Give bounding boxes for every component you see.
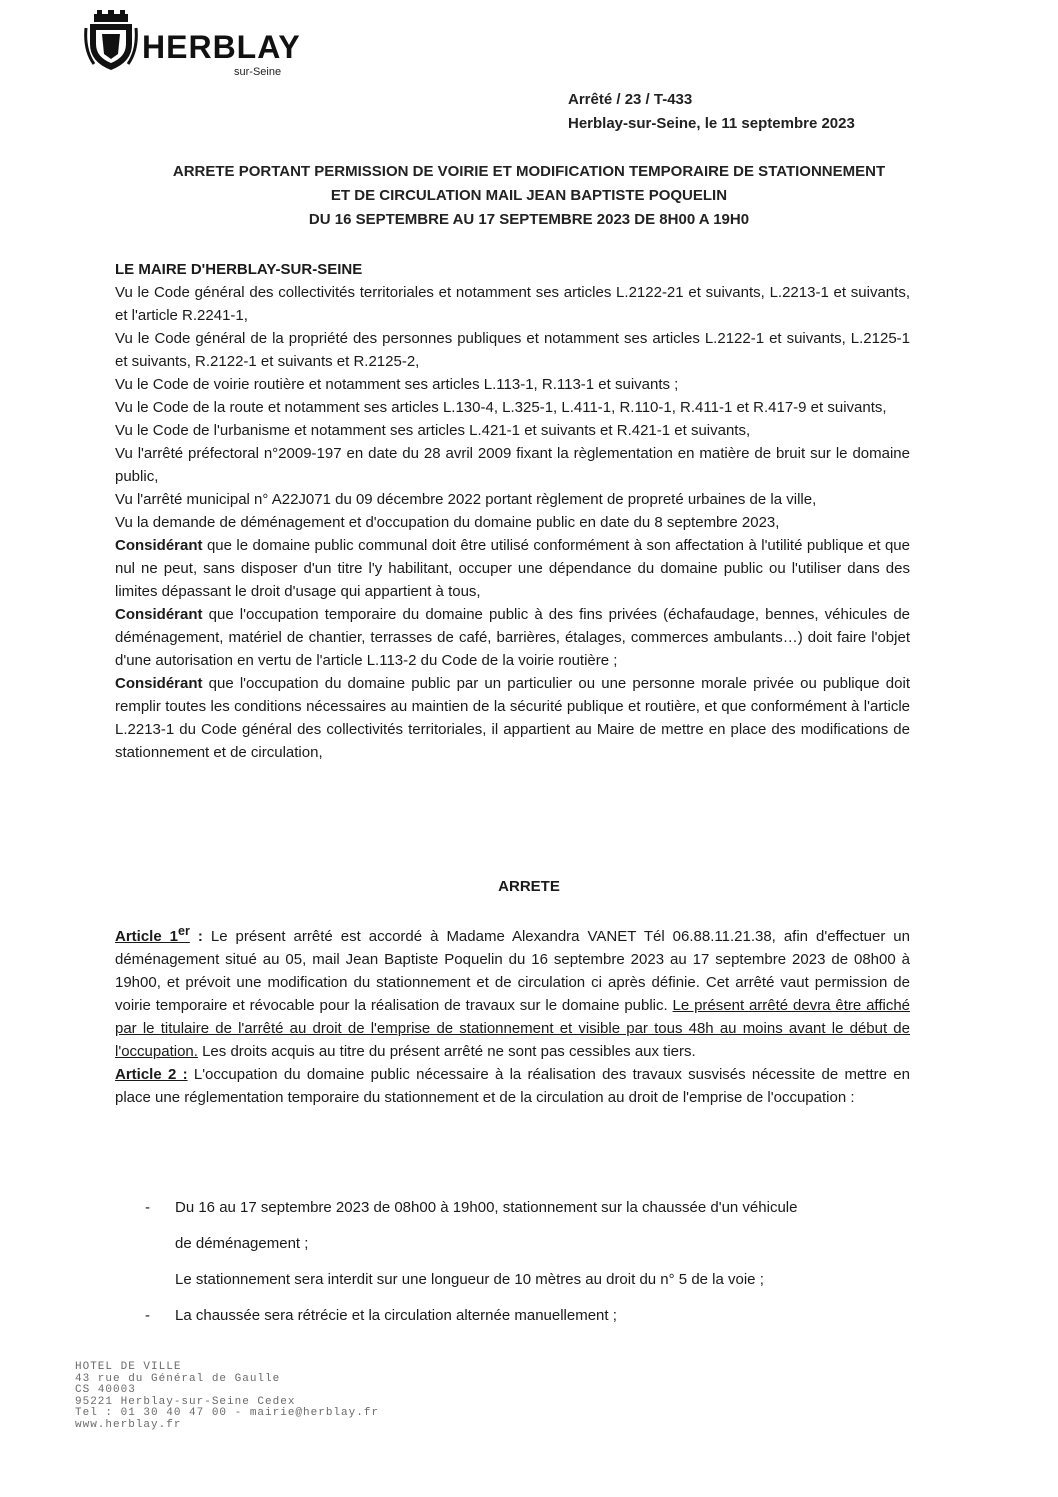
- vu-paragraph-8: Vu la demande de déménagement et d'occupation du domaine public en date du 8 septembre 2023,: [115, 514, 780, 531]
- considerant-keyword: Considérant: [115, 675, 203, 692]
- preamble-heading: LE MAIRE D'HERBLAY-SUR-SEINE: [115, 261, 363, 278]
- considerant-keyword: Considérant: [115, 606, 203, 623]
- considerant-paragraph-1: Considérant que le domaine public communal doit être utilisé conformément à son affectation à l'utilité publique et que nul ne peut, sans disposer d'un titre l'y habilitant, occuper une dépendance du domaine public ou l'utiliser dans des limites dépassant le droit d'usage qui appartient à tous,: [115, 537, 910, 600]
- title-line-1: ARRETE PORTANT PERMISSION DE VOIRIE ET MODIFICATION TEMPORAIRE DE STATIONNEMENT: [172, 163, 886, 180]
- dash-bullet-icon: -: [145, 1307, 150, 1324]
- city-crest-icon: [84, 10, 138, 72]
- footer-line: Tel : 01 30 40 47 00 - mairie@herblay.fr: [75, 1407, 380, 1419]
- list-item: - La chaussée sera rétrécie et la circulation alternée manuellement ;: [145, 1298, 915, 1334]
- arrete-heading: ARRETE: [498, 878, 560, 895]
- articles: [115, 920, 910, 1109]
- article-1: Article 1er : Le présent arrêté est accordé à Madame Alexandra VANET Tél 06.88.11.21.38, afin d'effectuer un déménagement situé au 05, mail Jean Baptiste Poquelin du 16 septembre 2023 au 17 septembre 2023 de 08h00 à 19h00, et prévoit une modification du stationnement et de circulation ci après définie. Cet arrêté vaut permission de voirie temporaire et révocable pour la réalisation de travaux sur le domaine public. Le présent arrêté devra être affiché par le titulaire de l'arrêté au droit de l'emprise de stationnement et visible par tous 48h au moins avant le début de l'occupation. Les droits acquis au titre du présent arrêté ne sont pas cessibles aux tiers.: [115, 924, 911, 1060]
- article-2: Article 2 : L'occupation du domaine public nécessaire à la réalisation des travaux susvisés nécessite de mettre en place une réglementation temporaire du stationnement et de la circulation au droit de l'emprise de l'occupation :: [115, 1066, 910, 1106]
- vu-paragraph-5: Vu le Code de l'urbanisme et notamment ses articles L.421-1 et suivants et R.421-1 et suivants,: [115, 422, 751, 439]
- footer-line: 43 rue du Général de Gaulle: [75, 1372, 281, 1385]
- footer-address: [75, 1362, 379, 1431]
- vu-paragraph-7: Vu l'arrêté municipal n° A22J071 du 09 décembre 2022 portant règlement de propreté urbaines de la ville,: [115, 491, 817, 508]
- considerant-paragraph-3: Considérant que l'occupation du domaine public par un particulier ou une personne morale privée ou publique doit remplir toutes les conditions nécessaires au maintien de la sécurité publique et routière, et que conformément à l'article L.2213-1 du Code général des collectivités territoriales, il appartient au Maire de mettre en place des modifications de stationnement et de circulation,: [115, 675, 910, 761]
- logo-city-name: HERBLAY: [142, 29, 301, 65]
- vu-paragraph-3: Vu le Code de voirie routière et notamment ses articles L.113-1, R.113-1 et suivants ;: [115, 376, 679, 393]
- reference-block: [568, 88, 855, 136]
- vu-paragraph-1: Vu le Code général des collectivités territoriales et notamment ses articles L.2122-21 et suivants, L.2213-1 et suivants, et l'article R.2241-1,: [115, 284, 910, 324]
- arrete-number: Arrêté / 23 / T-433: [568, 91, 693, 108]
- logo-subtitle: sur-Seine: [234, 66, 282, 78]
- article-1-label: Article 1er: [115, 924, 190, 945]
- measures-list: [145, 1190, 915, 1334]
- title-line-3: DU 16 SEPTEMBRE AU 17 SEPTEMBRE 2023 DE 8H00 A 19H0: [308, 211, 750, 228]
- considerant-paragraph-2: Considérant que l'occupation temporaire du domaine public à des fins privées (échafaudage, bennes, véhicules de déménagement, matériel de chantier, terrasses de café, barrières, étalages, commerces ambulants…) doit faire l'objet d'une autorisation en vertu de l'article L.113-2 du Code de la voirie routière ;: [115, 606, 910, 669]
- vu-paragraph-6: Vu l'arrêté préfectoral n°2009-197 en date du 28 avril 2009 fixant la règlementation en matière de bruit sur le domaine public,: [115, 445, 910, 485]
- considerant-keyword: Considérant: [115, 537, 203, 554]
- dash-bullet-icon: -: [145, 1199, 150, 1216]
- vu-paragraph-2: Vu le Code général de la propriété des personnes publiques et notamment ses articles L.2122-1 et suivants, L.2125-1 et suivants, R.2122-1 et suivants et R.2125-2,: [115, 330, 910, 370]
- footer-website: www.herblay.fr: [75, 1418, 182, 1431]
- title-line-2: ET DE CIRCULATION MAIL JEAN BAPTISTE POQUELIN: [330, 187, 728, 204]
- article-1-display-notice: Le présent arrêté devra être affiché par le titulaire de l'arrêté au droit de l'emprise de stationnement et visible par tous 48h au moins avant le début de l'occupation.: [115, 997, 911, 1060]
- footer-line: 95221 Herblay-sur-Seine Cedex: [75, 1395, 296, 1408]
- footer-line: HOTEL DE VILLE: [75, 1361, 182, 1373]
- document-title: [100, 160, 958, 232]
- article-2-label: Article 2 :: [115, 1066, 188, 1083]
- vu-paragraph-4: Vu le Code de la route et notamment ses articles L.130-4, L.325-1, L.411-1, R.110-1, R.411-1 et R.417-9 et suivants,: [115, 399, 887, 416]
- preamble: [115, 258, 910, 764]
- place-date: Herblay-sur-Seine, le 11 septembre 2023: [568, 115, 855, 132]
- list-item: - Du 16 au 17 septembre 2023 de 08h00 à 19h00, stationnement sur la chaussée d'un véhicule de déménagement ; Le stationnement sera interdit sur une longueur de 10 mètres au droit du n° 5 de la voie ;: [145, 1190, 915, 1298]
- footer-line: CS 40003: [75, 1384, 136, 1396]
- city-logo: [84, 10, 314, 82]
